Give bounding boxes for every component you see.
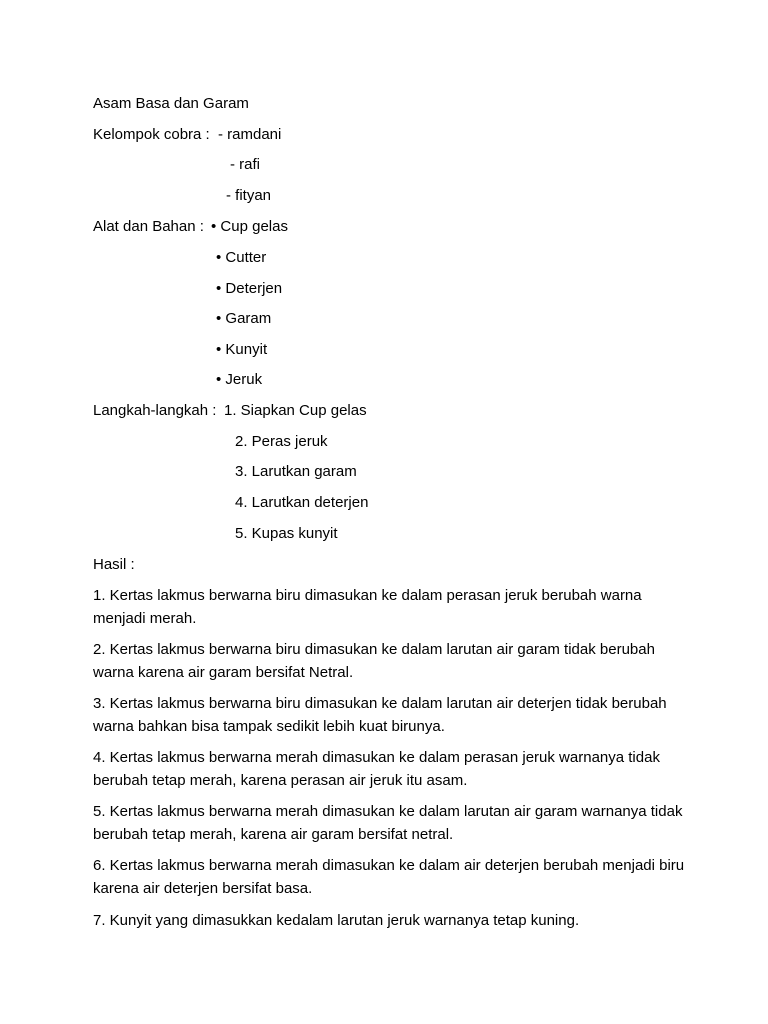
document-title: Asam Basa dan Garam [93,95,249,112]
result-item: 2. Kertas lakmus berwarna biru dimasukan ke dalam larutan air garam tidak berubah warna karena air garam bersifat Netral. [93,641,655,681]
result-item: 7. Kunyit yang dimasukkan kedalam larutan jeruk warnanya tetap kuning. [93,912,580,929]
result-item: 5. Kertas lakmus berwarna merah dimasukan ke dalam larutan air garam warnanya tidak berubah tetap merah, karena air garam bersifat netral. [93,803,683,843]
result-item: 6. Kertas lakmus berwarna merah dimasukan ke dalam air deterjen berubah menjadi biru karena air deterjen bersifat basa. [93,857,685,897]
steps-label: Langkah-langkah : [93,402,217,419]
tool-item: • Kunyit [216,341,268,358]
tools-label: Alat dan Bahan : [93,218,204,235]
result-item: 1. Kertas lakmus berwarna biru dimasukan ke dalam perasan jeruk berubah warna menjadi merah. [93,587,642,627]
step-item: 1. Siapkan Cup gelas [224,402,367,419]
tool-item: • Jeruk [216,371,263,388]
tool-item: • Deterjen [216,280,283,297]
group-member: - fityan [226,187,272,204]
group-label: Kelompok cobra : [93,126,210,143]
tool-item: • Garam [216,310,272,327]
step-item: 2. Peras jeruk [235,433,328,450]
tool-item: • Cup gelas [211,218,288,235]
results-label: Hasil : [93,556,135,573]
step-item: 3. Larutkan garam [235,463,357,480]
step-item: 4. Larutkan deterjen [235,494,369,511]
result-item: 3. Kertas lakmus berwarna biru dimasukan ke dalam larutan air deterjen tidak berubah warna bahkan bisa tampak sedikit lebih kuat birunya. [93,695,667,735]
group-member: - rafi [230,156,260,173]
step-item: 5. Kupas kunyit [235,525,338,542]
result-item: 4. Kertas lakmus berwarna merah dimasukan ke dalam perasan jeruk warnanya tidak berubah tetap merah, karena perasan air jeruk itu asam. [93,749,660,789]
tool-item: • Cutter [216,249,267,266]
group-member: - ramdani [218,126,282,143]
